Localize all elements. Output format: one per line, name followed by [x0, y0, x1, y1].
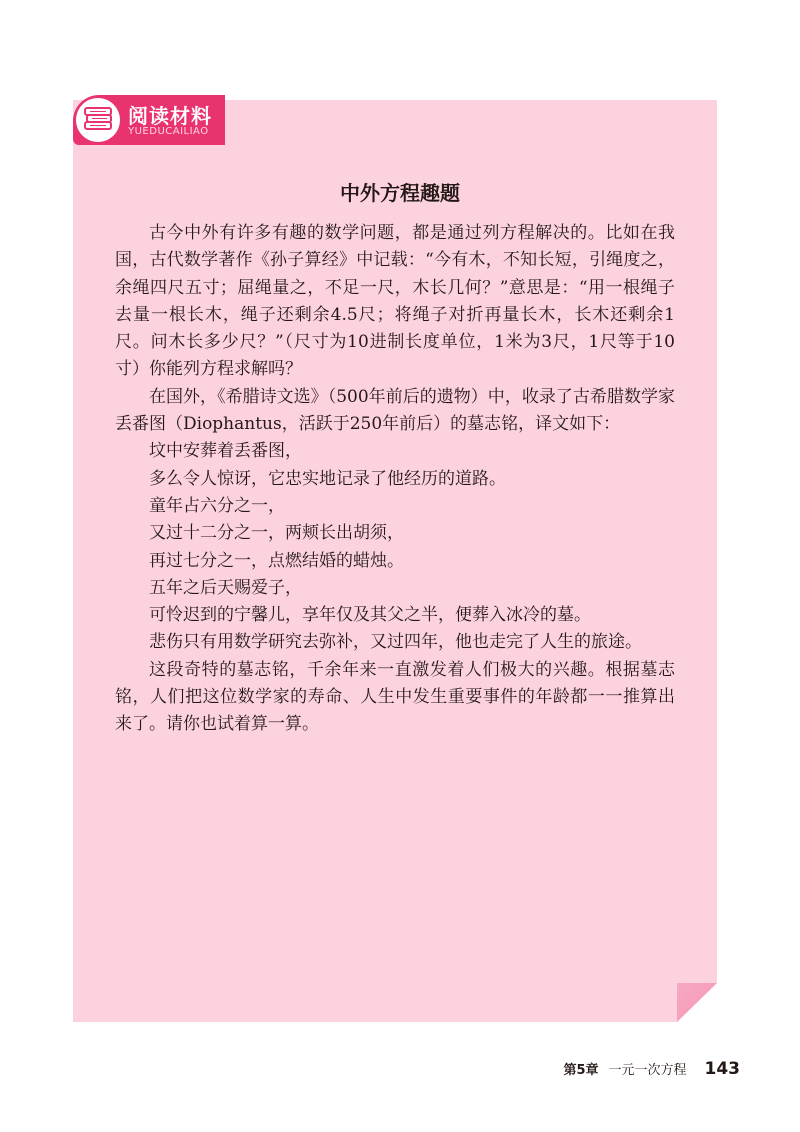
paragraph-epitaph-intro: 在国外，《希腊诗文选》（500年前后的遗物）中，收录了古希腊数学家丢番图（Diophantus，活跃于250年前后）的墓志铭，译文如下： [115, 386, 675, 435]
page-footer [0, 1059, 740, 1079]
badge-icon-circle [76, 98, 120, 142]
poem-line: 再过七分之一，点燃结婚的蜡烛。 [149, 550, 404, 571]
poem-line: 又过十二分之一，两颊长出胡须， [149, 523, 404, 544]
poem-line: 坟中安葬着丢番图， [149, 441, 302, 462]
paragraph-intro: 古今中外有许多有趣的数学问题，都是通过列方程解决的。比如在我国，古代数学著作《孙子算经》中记载：“今有木，不知长短，引绳度之，余绳四尺五寸；屈绳量之，不足一尺，木长几何？”意思是：“用一根绳子去量一根长木，绳子还剩余4.5尺；将绳子对折再量长木，长木还剩余1尺。问木长多少尺？”（尺寸为10进制长度单位，1米为3尺，1尺等于10寸）你能列方程求解吗？ [115, 223, 675, 380]
stacked-books-icon [82, 106, 114, 134]
poem-line: 悲伤只有用数学研究去弥补，又过四年，他也走完了人生的旅途。 [149, 632, 642, 653]
article-body [115, 220, 675, 739]
footer-chapter-title: 一元一次方程 [608, 1063, 687, 1078]
poem-line: 可怜迟到的宁馨儿，享年仅及其父之半，便葬入冰冷的墓。 [149, 605, 591, 626]
article-title: 中外方程趣题 [340, 181, 460, 205]
badge-title: 阅读材料 [128, 104, 212, 128]
page-number: 143 [704, 1059, 740, 1079]
poem-line: 多么令人惊讶，它忠实地记录了他经历的道路。 [149, 468, 506, 489]
footer-chapter: 第5章 [563, 1063, 599, 1078]
paragraph-closing: 这段奇特的墓志铭，千余年来一直激发着人们极大的兴趣。根据墓志铭，人们把这位数学家的寿命、人生中发生重要事件的年龄都一一推算出来了。请你也试着算一算。 [115, 659, 675, 735]
page-curl-corner [677, 983, 717, 1022]
poem-line: 五年之后天赐爱子， [149, 577, 302, 598]
poem-line: 童年占六分之一， [149, 495, 285, 516]
badge-subtitle: YUEDUCAILIAO [128, 126, 209, 137]
reading-material-badge [73, 95, 225, 145]
